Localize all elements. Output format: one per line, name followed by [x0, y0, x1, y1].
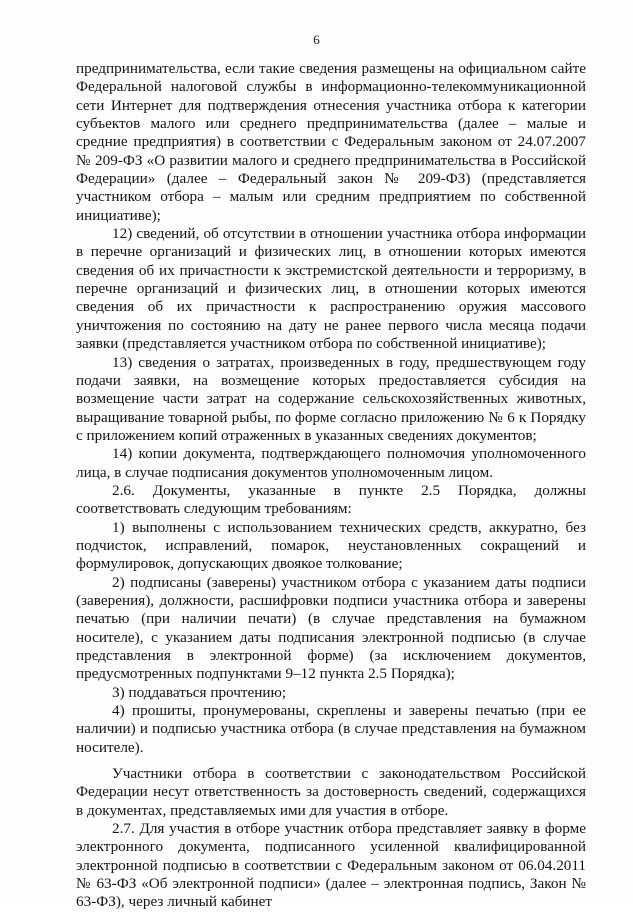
paragraph-requirement-1: 1) выполнены с использованием технических средств, аккуратно, без подчисток, исправлений, помарок, неустановленных сокращений и формулировок, допускающих двоякое толкование;: [76, 518, 586, 573]
paragraph-item-13: 13) сведения о затратах, произведенных в году, предшествующем году подачи заявки, на возмещение которых предоставляется субсидия на возмещение части затрат на содержание сельскохозяйственных животных, выращивание товарной рыбы, по форме согласно приложению № 6 к Порядку с приложением копий отраженных в указанных сведениях документов;: [76, 353, 586, 444]
paragraph-requirement-4: 4) прошиты, пронумерованы, скреплены и заверены печатью (при ее наличии) и подписью участника отбора (в случае представления на бумажном носителе).: [76, 702, 586, 756]
paragraph-responsibility: Участники отбора в соответствии с законодательством Российской Федерации несут ответственность за достоверность сведений, содержащихся в документах, представляемых ими для участия в отборе.: [76, 765, 586, 819]
paragraph-section-2-7: 2.7. Для участия в отборе участник отбора представляет заявку в форме электронного документа, подписанного усиленной квалифицированной электронной подписью в соответствии с Федеральным законом от 06.04.2011 № 63-ФЗ «Об электронной подписи» (далее – электронная подпись, Закон № 63-ФЗ), через личный кабинет: [76, 820, 586, 911]
paragraph-item-14: 14) копии документа, подтверждающего полномочия уполномоченного лица, в случае подписания документов уполномоченным лицом.: [76, 445, 586, 481]
paragraph-requirement-3: 3) поддаваться прочтению;: [112, 683, 287, 701]
page-number: 6: [313, 32, 320, 47]
paragraph-section-2-6: 2.6. Документы, указанные в пункте 2.5 Порядка, должны соответствовать следующим требованиям:: [76, 481, 586, 518]
paragraph-requirement-2: 2) подписаны (заверены) участником отбора с указанием даты подписи (заверения), должности, расшифровки подписи участника отбора и заверены печатью (при наличии печати) (в случае представления на бумажном носителе), с указанием даты подписания электронной подписью (в случае представления в электронной форме) (за исключением документов, предусмотренных подпунктами 9–12 пункта 2.5 Порядка);: [76, 573, 586, 683]
paragraph-item-12: 12) сведений, об отсутствии в отношении участника отбора информации в перечне организаций и физических лиц, в отношении которых имеются сведения об их причастности к экстремистской деятельности и терроризму, в перечне организаций и физических лиц, в отношении которых имеются сведения об их причастности к распространению оружия массового уничтожения по состоянию на дату не ранее первого числа месяца подачи заявки (представляется участником отбора по собственной инициативе);: [76, 225, 586, 353]
document-body: [76, 60, 586, 912]
paragraph-continuation: предпринимательства, если такие сведения размещены на официальном сайте Федеральной налоговой службы в информационно-телекоммуникационной сети Интернет для подтверждения отнесения участника отбора к категории субъектов малого или среднего предпринимательства (далее – малые и средние предприятия) в соответствии с Федеральным законом от 24.07.2007 № 209-ФЗ «О развитии малого и среднего предпринимательства в Российской Федерации» (далее – Федеральный закон № 209-ФЗ) (представляется участником отбора – малым или средним предприятием по собственной инициативе);: [76, 60, 586, 224]
